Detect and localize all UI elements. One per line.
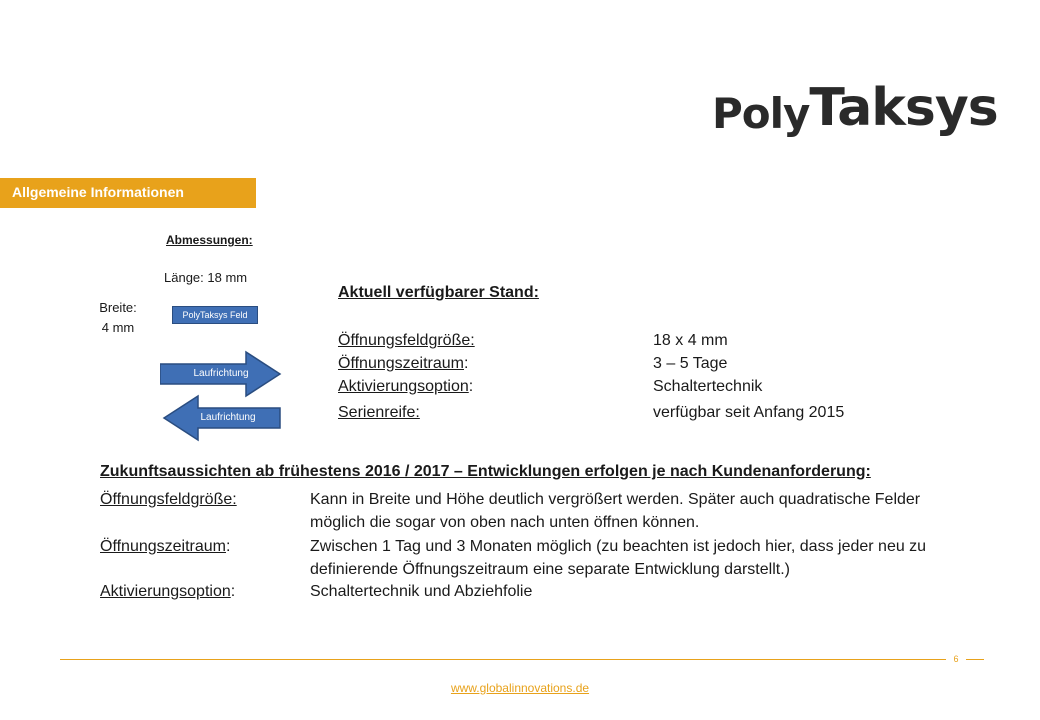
- future-value-activation: Schaltertechnik und Abziehfolie: [310, 583, 533, 600]
- current-label-activation: Aktivierungsoption:: [338, 378, 474, 395]
- width-label-line1: Breite:: [99, 300, 137, 315]
- footer-divider: [60, 659, 984, 660]
- arrow-left-label: Laufrichtung: [200, 412, 256, 423]
- dimensions-title: Abmessungen:: [166, 233, 253, 247]
- current-status-heading: Aktuell verfügbarer Stand:: [338, 284, 539, 301]
- future-label-field-size: Öffnungsfeldgröße:: [100, 491, 237, 508]
- future-value-opening-period: Zwischen 1 Tag und 3 Monaten möglich (zu beachten ist jedoch hier, dass jeder neu zu definierende Öffnungszeitraum eine separate Entwicklung darstellt.): [310, 538, 927, 578]
- length-label: Länge: 18 mm: [164, 270, 248, 285]
- section-banner: Allgemeine Informationen: [0, 178, 256, 208]
- future-heading: Zukunftsaussichten ab frühestens 2016 / 2017 – Entwicklungen erfolgen je nach Kundenanforderung:: [100, 463, 871, 480]
- future-label-activation: Aktivierungsoption:: [100, 583, 236, 600]
- page-number: 6: [946, 652, 966, 666]
- current-value-series: verfügbar seit Anfang 2015: [653, 404, 845, 421]
- width-label: [88, 298, 148, 338]
- current-label-series: Serienreife:: [338, 404, 420, 421]
- width-label-line2: 4 mm: [101, 320, 135, 335]
- arrow-right-label: Laufrichtung: [193, 368, 249, 379]
- logo-text-poly: Poly: [712, 89, 810, 138]
- current-value-field-size: 18 x 4 mm: [653, 332, 728, 349]
- logo-text-taksys: Taksys: [809, 78, 998, 138]
- current-label-field-size: Öffnungsfeldgröße:: [338, 332, 475, 349]
- future-label-opening-period: Öffnungszeitraum:: [100, 538, 231, 555]
- polytaksys-field: PolyTaksys Feld: [172, 306, 258, 324]
- current-value-activation: Schaltertechnik: [653, 378, 763, 395]
- polytaksys-logo: [712, 78, 998, 140]
- current-value-opening-period: 3 – 5 Tage: [653, 355, 728, 372]
- current-label-opening-period: Öffnungszeitraum:: [338, 355, 469, 372]
- footer-website-link[interactable]: www.globalinnovations.de: [450, 681, 590, 695]
- future-value-field-size: Kann in Breite und Höhe deutlich vergrößert werden. Später auch quadratische Felder möglich die sogar von oben nach unten öffnen können.: [310, 491, 921, 531]
